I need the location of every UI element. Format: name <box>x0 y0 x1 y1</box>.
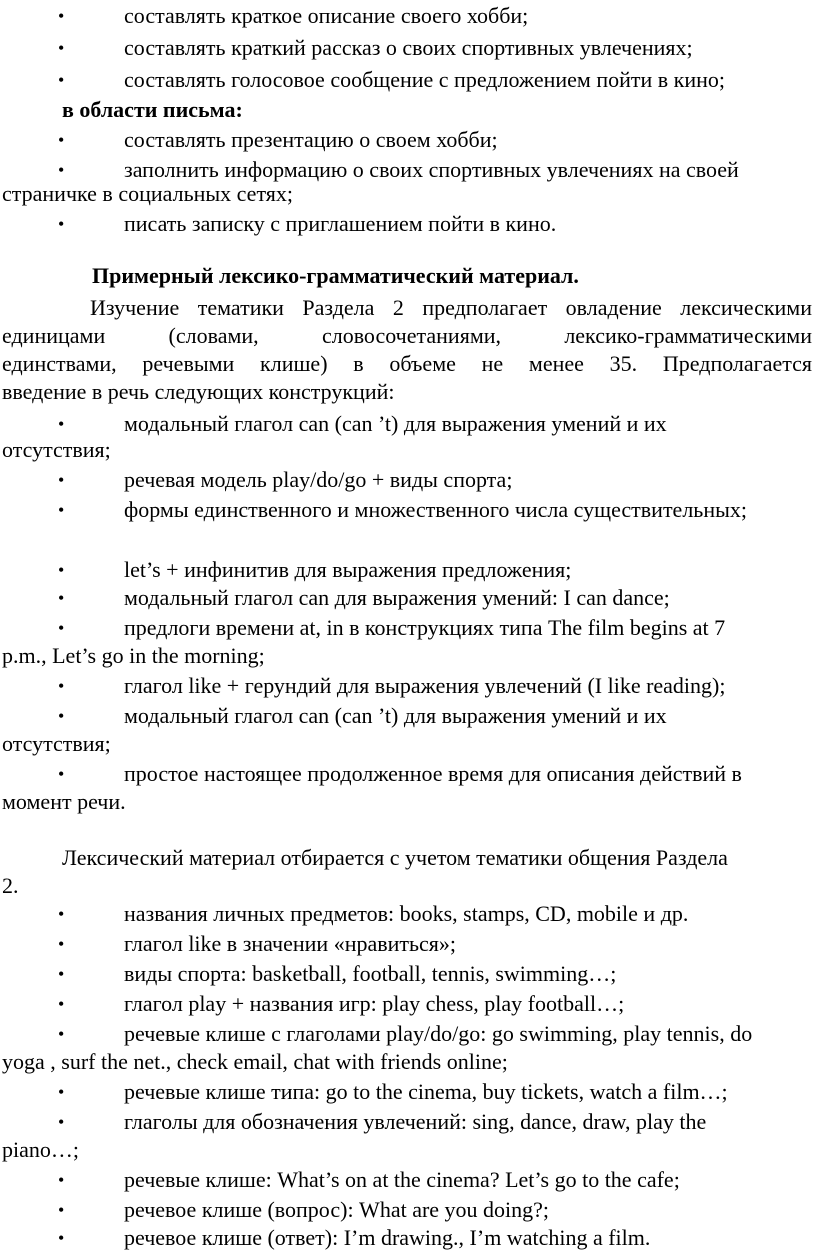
list-item-text: модальный глагол can (can ’t) для выражения умений и их <box>124 703 667 728</box>
list-item-text: речевые клише: What’s on at the cinema? Let’s go to the cafe; <box>124 1167 680 1192</box>
bullet-icon: • <box>58 560 65 580</box>
bullet-icon: • <box>58 1082 65 1102</box>
list-item-text: составлять голосовое сообщение с предложением пойти в кино; <box>124 67 726 92</box>
list-item-text: let’s + инфинитив для выражения предложения; <box>124 557 572 582</box>
bullet-icon: • <box>58 500 65 520</box>
list-item-text: составлять краткий рассказ о своих спортивных увлечениях; <box>124 35 693 60</box>
bullet-icon: • <box>58 618 65 638</box>
list-item-text: виды спорта: basketball, football, tennis, swimming…; <box>124 961 617 986</box>
bullet-icon: • <box>58 706 65 726</box>
list-item-text: простое настоящее продолженное время для описания действий в <box>124 761 742 786</box>
list-item-text: модальный глагол can (can ’t) для выражения умений и их <box>124 411 667 436</box>
bullet-icon: • <box>58 934 65 954</box>
bullet-icon: • <box>58 964 65 984</box>
bullet-icon: • <box>58 414 65 434</box>
list-item-text: речевые клише с глаголами play/do/go: go swimming, play tennis, do <box>124 1021 753 1046</box>
writing-heading: в области письма: <box>62 97 243 122</box>
bullet-icon: • <box>58 70 65 90</box>
bullet-icon: • <box>58 1228 65 1248</box>
bullet-icon: • <box>58 130 65 150</box>
list-item-text: глаголы для обозначения увлечений: sing, dance, draw, play the <box>124 1109 707 1134</box>
list-item-text: глагол play + названия игр: play chess, play football…; <box>124 991 625 1016</box>
bullet-icon: • <box>58 1170 65 1190</box>
bullet-icon: • <box>58 676 65 696</box>
section-title: Примерный лексико-грамматический материал. <box>92 263 579 288</box>
list-item-text: модальный глагол can для выражения умений: I can dance; <box>124 585 670 610</box>
list-item-text: заполнить информацию о своих спортивных увлечениях на своей <box>124 157 739 182</box>
list-item-text: составлять краткое описание своего хобби; <box>124 3 529 28</box>
list-item-text: глагол like в значении «нравиться»; <box>124 931 457 956</box>
list-item-text: речевое клише (ответ): I’m drawing., I’m watching a film. <box>124 1225 651 1250</box>
bullet-icon: • <box>58 588 65 608</box>
bullet-icon: • <box>58 904 65 924</box>
bullet-icon: • <box>58 1024 65 1044</box>
bullet-icon: • <box>58 1200 65 1220</box>
bullet-icon: • <box>58 470 65 490</box>
list-item-text: речевое клише (вопрос): What are you doing?; <box>124 1197 550 1222</box>
bullet-icon: • <box>58 214 65 234</box>
list-item-text: писать записку с приглашением пойти в кино. <box>124 211 557 236</box>
bullet-icon: • <box>58 6 65 26</box>
list-item-text: речевые клише типа: go to the cinema, buy tickets, watch a film…; <box>124 1079 728 1104</box>
bullet-icon: • <box>58 994 65 1014</box>
list-item-text: речевая модель play/do/go + виды спорта; <box>124 467 513 492</box>
bullet-icon: • <box>58 764 65 784</box>
bullet-icon: • <box>58 160 65 180</box>
list-item-text: составлять презентацию о своем хобби; <box>124 127 498 152</box>
list-item-text: страничке в социальных сетях; <box>2 181 294 206</box>
list-item-text: глагол like + герундий для выражения увлечений (I like reading); <box>124 673 726 698</box>
list-item-text: предлоги времени at, in в конструкциях типа The film begins at 7 <box>124 615 726 640</box>
bullet-icon: • <box>58 38 65 58</box>
bullet-icon: • <box>58 1112 65 1132</box>
list-item-text: названия личных предметов: books, stamps, CD, mobile и др. <box>124 901 689 926</box>
list-item-text: формы единственного и множественного числа существительных; <box>124 497 748 522</box>
